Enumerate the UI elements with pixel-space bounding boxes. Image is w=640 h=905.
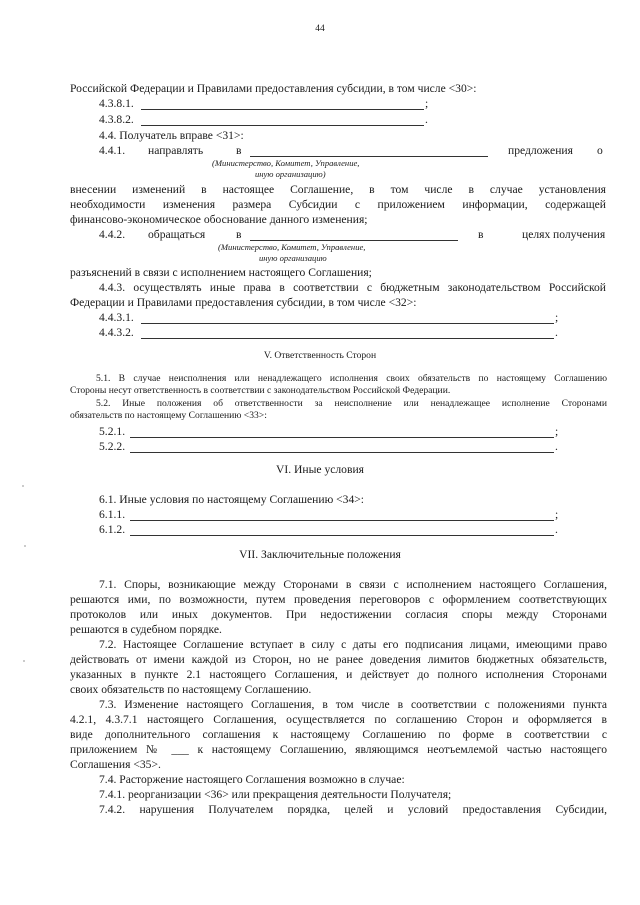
line-end: . [425,113,428,126]
text-line: 4.4.3. осуществлять иные права в соответствии с бюджетным законодательством Российской [99,281,606,294]
line-end: ; [555,425,559,438]
text-line: финансово-экономическое обоснование данного изменения; [70,213,368,226]
field-hint: (Министерство, Комитет, Управление, [212,158,360,168]
text-word: целях [522,228,551,241]
section-heading: V. Ответственность Сторон [263,350,377,361]
text-line: Стороны несут ответственность в соответствии с законодательством Российской Федерации. [70,385,451,396]
blank-field [141,125,424,126]
text-line: виде дополнительного соглашения к настоящему Соглашению по форме в соответствии с [70,728,607,741]
text-word: в [478,228,484,241]
text-word: предложения [508,144,573,157]
text-line: указанных в пункте 2.1 настоящего Соглашения, и действует до полного исполнения Сторонами [70,668,607,681]
text-line: 7.4.2. нарушения Получателем порядка, целей и условий предоставления Субсидии, [99,803,607,816]
item-number: 4.4.2. [99,228,126,241]
blank-field [141,338,554,339]
text-line: 4.2.1, 4.3.7.1 настоящего Соглашения, осуществляется по соглашению Сторон и оформляется в [70,713,607,726]
scan-dot [23,660,25,662]
text-line: 7.3. Изменение настоящего Соглашения, в том числе в соответствии с положениями пункта [99,698,607,711]
text-line: протоколов или иных документов. При недостижении согласия споры между Сторонами [70,608,607,621]
text-line: своих обязательств по настоящему Соглашению. [70,683,312,696]
line-end: . [555,440,558,453]
line-end: . [555,523,558,536]
blank-field [250,156,488,157]
text-line: 4.4. Получатель вправе <31>: [99,129,244,142]
text-word: направлять [148,144,204,157]
text-line: действовать от имени каждой из Сторон, но не ранее доведения лимитов бюджетных обязательств, [70,653,607,666]
text-line: разъяснений в связи с исполнением настоящего Соглашения; [70,266,372,279]
blank-field [130,452,554,453]
blank-field [250,240,458,241]
text-word: в [236,144,242,157]
scan-dot [22,485,24,487]
text-line: 7.4. Расторжение настоящего Соглашения возможно в случае: [99,773,405,786]
text-line: Федерации и Правилами предоставления субсидии, в том числе <32>: [70,296,417,309]
field-hint: иную организацию) [255,169,326,179]
text-word: получения [553,228,606,241]
blank-field [130,437,554,438]
item-number: 4.3.8.1. [99,97,134,110]
text-line: 6.1. Иные условия по настоящему Соглашению <34>: [99,493,365,506]
line-end: ; [425,97,429,110]
blank-field [130,520,554,521]
blank-field [141,323,554,324]
text-line: решаются ими, по возможности, путем проведения переговоров с оформлением соответствующих [70,593,607,606]
item-number: 4.4.1. [99,144,126,157]
text-line: 5.2. Иные положения об ответственности за неисполнение или ненадлежащее исполнение Сторонами [96,398,607,409]
blank-field [141,109,424,110]
text-line: 5.1. В случае неисполнения или ненадлежащего исполнения своих обязательств по настоящему Соглашению [96,373,607,384]
text-line: внесении изменений в настоящее Соглашение, в том числе в случае установления [70,183,606,196]
text-line: 7.4.1. реорганизации <36> или прекращения деятельности Получателя; [99,788,452,801]
item-number: 6.1.2. [99,523,126,536]
item-number: 4.3.8.2. [99,113,134,126]
item-number: 4.4.3.1. [99,311,134,324]
text-word: о [597,144,603,157]
section-heading: VII. Заключительные положения [239,548,401,561]
item-number: 5.2.2. [99,440,126,453]
blank-field [130,535,554,536]
text-word: в [236,228,242,241]
text-line: 7.2. Настоящее Соглашение вступает в силу с даты его подписания лицами, имеющими право [99,638,607,651]
line-end: . [555,326,558,339]
line-end: ; [555,508,559,521]
field-hint: (Министерство, Комитет, Управление, [218,242,366,252]
text-line: необходимости изменения размера Субсидии с приложением информации, содержащей [70,198,606,211]
text-line: Российской Федерации и Правилами предоставления субсидии, в том числе <30>: [70,82,477,95]
item-number: 5.2.1. [99,425,126,438]
text-line: приложением № ___ к настоящему Соглашению, являющимся неотъемлемой частью настоящего [70,743,607,756]
field-hint: иную организацию [259,253,327,263]
scan-dot [24,545,26,547]
text-line: решаются в судебном порядке. [70,623,222,636]
line-end: ; [555,311,559,324]
item-number: 4.4.3.2. [99,326,134,339]
text-word: обращаться [148,228,206,241]
text-line: Соглашения <35>. [70,758,161,771]
item-number: 6.1.1. [99,508,126,521]
text-line: 7.1. Споры, возникающие между Сторонами в связи с исполнением настоящего Соглашения, [99,578,607,591]
page-number: 44 [315,24,325,34]
section-heading: VI. Иные условия [276,463,364,476]
text-line: обязательств по настоящему Соглашению <33>: [70,410,267,421]
